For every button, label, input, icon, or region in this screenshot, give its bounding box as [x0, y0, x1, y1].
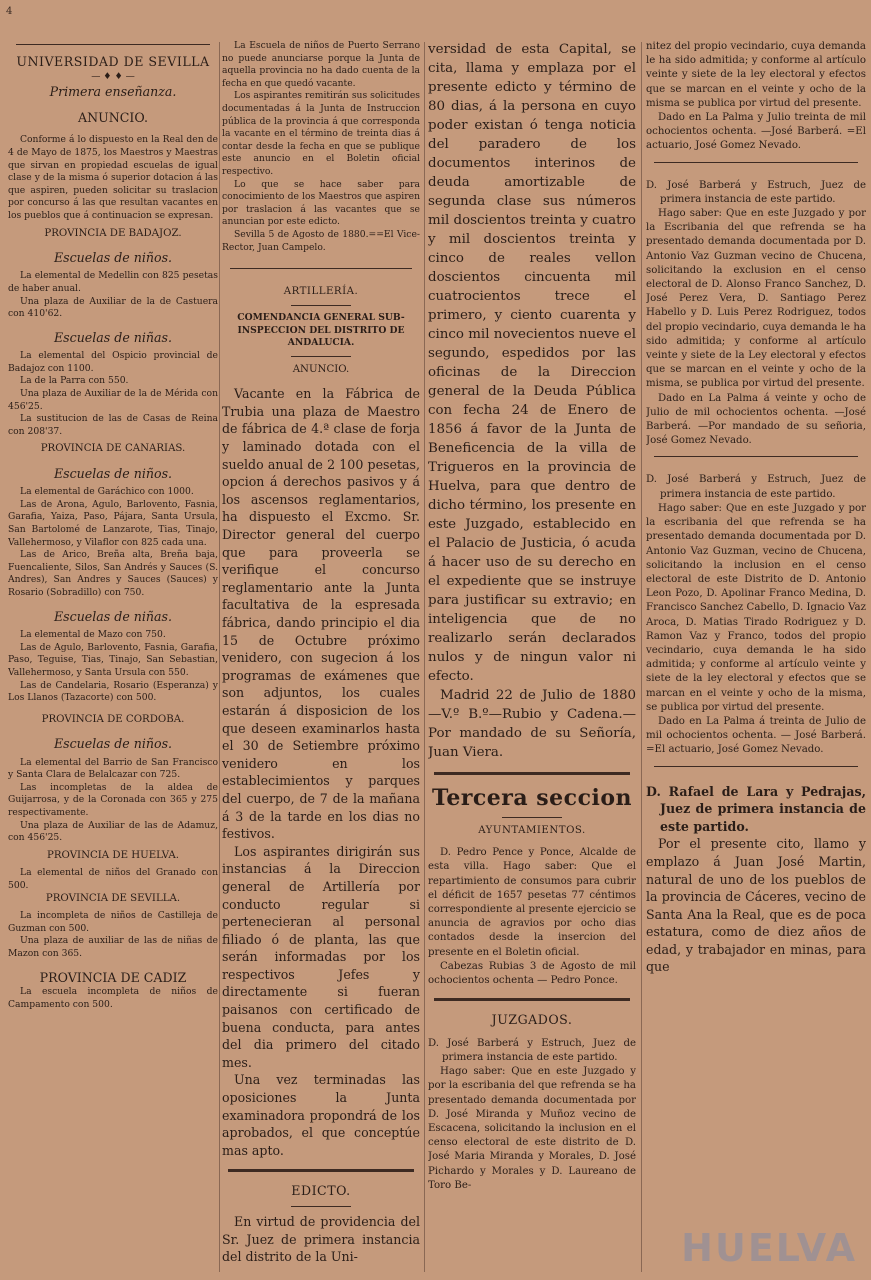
watermark-logo: HUELVA [681, 1226, 857, 1270]
list-item: Una plaza de Auxiliar de la de Mérida con 456'25. [8, 388, 218, 412]
rule [228, 1169, 414, 1172]
column-rule [641, 42, 642, 1272]
section-title: ARTILLERÍA. [283, 286, 359, 298]
list-item: La de la Parra con 550. [20, 375, 129, 387]
section-heading: Escuelas de niños. [53, 735, 173, 751]
edicto-title: EDICTO. [291, 1183, 351, 1199]
list-item: La sustitucion de las de Casas de Reina con 208'37. [8, 413, 218, 437]
paragraph: Los aspirantes remitirán sus solicitudes documentadas á la Junta de Instruccion pública de la provincia á que corresponda la vacante en el término de treinta dias á contar desde la fecha en que se publique este anuncio en el Boletin oficial respectivo. [222, 90, 420, 177]
university-header: UNIVERSIDAD DE SEVILLA [16, 54, 210, 69]
judge-heading: D. José Barberá y Estruch, Juez de primera instancia de este partido. [428, 1037, 636, 1064]
section-heading: Escuelas de niños. [53, 249, 173, 265]
rule [291, 356, 351, 357]
column-4 [646, 0, 866, 1280]
subhead: Primera enseñanza. [49, 84, 177, 100]
section-heading: Escuelas de niños. [53, 465, 173, 481]
list-item: La escuela incompleta de niños de Campamento con 500. [8, 986, 218, 1010]
subsection-title: COMENDANCIA GENERAL SUB-INSPECCION DEL DISTRITO DE ANDALUCIA. [237, 312, 405, 349]
rule [230, 268, 412, 269]
section-title: AYUNTAMIENTOS. [478, 825, 586, 836]
signature-line: Sevilla 5 de Agosto de 1880.==El Vice-Rector, Juan Campelo. [222, 228, 420, 253]
rule [654, 162, 858, 163]
paragraph: Por el presente cito, llamo y emplazo á Juan José Martin, natural de uno de los pueblos de la provincia de Cáceres, vecino de Santa Ana la Real, que es de poca estatura, como de diez años de edad, y trabajador en minas, para que [646, 836, 866, 975]
rule [16, 44, 210, 45]
province-heading: PROVINCIA DE HUELVA. [47, 849, 179, 861]
list-item: La elemental de Mazo con 750. [20, 629, 166, 641]
section-title: JUZGADOS. [491, 1012, 573, 1028]
list-item: Las de Candelaria, Rosario (Esperanza) y Los Llanos (Tazacorte) con 500. [8, 679, 218, 704]
list-item: Una plaza de auxiliar de las de niñas de Mazon con 365. [8, 935, 218, 960]
rule [434, 998, 630, 1001]
column-rule [219, 42, 220, 1272]
paragraph: Lo que se hace saber para conocimiento de los Maestros que aspiren por traslacion á las vacantes que se anuncian por este edicto. [222, 178, 420, 228]
paragraph: Hago saber: Que en este Juzgado y por la Escribania del que refrenda se ha presentado demanda documentada por D. Antonio Vaz Guzman vecino de Chucena, solicitando la exclusion en el censo electoral de D. Alonso Franco Sanchez, D. José Perez Vera, D. Santiago Perez Habello y D. Luis Perez Rodriguez, todos del propio vecindario, cuya demanda le ha sido admitida; y conforme al artículo veinte y siete de la Ley electoral y efectos que se marcan en el veinte y ocho de la misma, se publica por virtud del presente. [646, 208, 866, 390]
paragraph: Los aspirantes dirigirán sus instancias á la Direccion general de Artillería por conducto regular si pertenecieran al personal filiado ó de planta, las que serán informadas por los respectivos Jefes y directamente si fueran paisanos con certificado de buena conducta, para antes del dia primero del citado mes. [222, 843, 420, 1070]
list-item: La elemental de Garáchico con 1000. [20, 486, 194, 498]
rule [291, 1206, 351, 1207]
list-item: La elemental de Medellin con 825 pesetas de haber anual. [8, 270, 218, 294]
signature-line: Cabezas Rubias 3 de Agosto de mil ochocientos ochenta — Pedro Ponce. [428, 960, 636, 987]
province-heading: PROVINCIA DE SEVILLA. [45, 893, 181, 905]
header-ornament: — ♦ ♦ — [91, 70, 135, 82]
signature-line: Madrid 22 de Julio de 1880—V.º B.º—Rubio y Cadena.—Por mandado de su Señoría, Juan Viera. [428, 688, 636, 760]
list-item: Una plaza de Auxiliar de las de Adamuz, con 456'25. [8, 819, 218, 844]
list-item: La elemental del Ospicio provincial de Badajoz con 1100. [8, 350, 218, 374]
paragraph: versidad de esta Capital, se cita, llama y emplaza por el presente edicto y término de 80 dias, á la persona en cuyo poder existan ó tenga noticia del paradero de los documentos interinos de deuda amortizable de segunda clase sus números mil doscientos treinta y cuatro y mil doscientos treinta y cinco de reales vellon doscientos cincuenta mil cuatrocientos trece el primero, y ciento cuarenta y cinco mil novecientos nueve el segundo, espedidos por las oficinas de la Direccion general de la Deuda Pública con fecha 24 de Enero de 1856 á favor de la Junta de Beneficencia de la villa de Trigueros en la provincia de Huelva, para que dentro de dicho término, los presente en este Juzgado, establecido en el Palacio de Justicia, ó acuda á hacer uso de su derecho en el expediente que se instruye para justificar su extravio; en inteligencia que de no realizarlo serán declarados nulos y de ningun valor ni efecto. [428, 42, 636, 684]
column-1 [8, 0, 218, 1280]
paragraph: En virtud de providencia del Sr. Juez de primera instancia del distrito de la Uni- [222, 1214, 420, 1265]
column-3 [428, 0, 636, 1280]
list-item: Las de Arico, Breña alta, Breña baja, Fuencaliente, Silos, San Andrés y Sauces (S. Andres), San Andres y Sauces (Sauces) y Rosario (Sobradillo) con 750. [8, 549, 218, 598]
list-item: Las incompletas de la aldea de Guijarrosa, y de la Coronada con 365 y 275 respectivamente. [8, 781, 218, 818]
list-item: Una plaza de Auxiliar de la de Castuera con 410'62. [8, 295, 218, 320]
paragraph: Una vez terminadas las oposiciones la Junta examinadora propondrá de los aprobados, el que conceptúe mas apto. [222, 1072, 420, 1158]
rule [654, 456, 858, 457]
paragraph: Hago saber: Que en este Juzgado y por la escribania del que refrenda se ha presentado demanda documentada por D. José Miranda y Muñoz vecino de Escacena, solicitando la inclusion en el censo electoral de este distrito de D. José Maria Miranda y Morales, D. José Pichardo y Morales y D. Laureano de Toro Be- [428, 1066, 636, 1191]
section-heading: Escuelas de niñas. [53, 329, 173, 345]
judge-heading: D. José Barberá y Estruch, Juez de primera instancia de este partido. [646, 474, 866, 500]
anuncio-title: ANUNCIO. [292, 364, 350, 376]
rule [654, 766, 858, 767]
paragraph: D. Pedro Pence y Ponce, Alcalde de esta villa. Hago saber: Que el repartimiento de consumos para cubrir el déficit de 1657 pesetas 77 céntimos correspondiente al presente ejercicio se anuncia de agravios por ocho dias contados desde la insercion del presente en el Boletin oficial. [428, 847, 636, 958]
list-item: La incompleta de niños de Castilleja de Guzman con 500. [8, 910, 218, 934]
judge-heading: D. José Barberá y Estruch, Juez de primera instancia de este partido. [646, 179, 866, 205]
column-rule [424, 42, 425, 1272]
paragraph: Vacante en la Fábrica de Trubia una plaza de Maestro de fábrica de 4.ª clase de forja y laminado dotada con el sueldo anual de 2 100 pesetas, opcion á derechos pasivos y á los ascensos reglamentarios, ha dispuesto el Excmo. Sr. Director general del cuerpo que para proveerla se verifique el concurso reglamentario ante la Junta facultativa de la espresada fábrica, dando principio el dia 15 de Octubre próximo venidero, con sugecion á los programas de exámenes que son adjuntos, los cuales estarán á disposicion de los que deseen examinarlos hasta el 30 de Setiembre próximo venidero en los establecimientos y parques del cuerpo, de 7 de la mañana á 3 de la tarde en los dias no festivos. [222, 386, 420, 842]
section-heading: Escuelas de niñas. [53, 608, 173, 624]
anuncio-title: ANUNCIO. [78, 109, 148, 125]
list-item: Las de Agulo, Barlovento, Fasnia, Garafia, Paso, Teguise, Tias, Tinajo, San Sebastian, Vallehermoso, y Santa Ursula con 550. [8, 641, 218, 678]
signature-line: Dado en La Palma á veinte y ocho de Julio de mil ochocientos ochenta. —José Barberá. —Por mandado de su señoria, José Gomez Nevado. [646, 392, 866, 447]
rule [291, 305, 351, 306]
paragraph: nitez del propio vecindario, cuya demanda le ha sido admitida; y conforme al artículo veinte y siete de la ley electoral y efectos que se marcan en el veinte y ocho de la misma se publica por virtud del presente. [646, 41, 866, 109]
list-item: La elemental de niños del Granado con 500. [8, 866, 218, 891]
paragraph: Hago saber: Que en este Juzgado y por la escribania del que refrenda se ha presentado demanda documentada por D. Antonio Vaz Guzman, vecino de Chucena, solicitando la inclusion en el censo electoral de este Distrito de D. Antonio Leon Pozo, D. Apolinar Franco Medina, D. Francisco Sanchez Cabello, D. Ignacio Vaz Aroca, D. Matias Tirado Rodriguez y D. Ramon Vaz y Franco, todos del propio vecindario, cuya demanda le ha sido admitida; y conforme al artículo veinte y siete de la ley electoral y efectos que se marcan en el veinte y ocho de la misma, se publica por virtud del presente. [646, 502, 866, 713]
tercera-seccion-title: Tercera seccion [431, 785, 633, 811]
list-item: Las de Arona, Agulo, Barlovento, Fasnia, Garafia, Yaiza, Paso, Pájara, Santa Ursula, San Bartolomé de Lanzarote, Tias, Tinajo, Vallehermoso, y Vilaflor con 825 cada una. [8, 498, 218, 548]
province-heading: PROVINCIA DE BADAJOZ. [44, 227, 182, 239]
signature-line: Dado en La Palma y Julio treinta de mil ochocientos ochenta. —José Barberá. =El actuario, José Gomez Nevado. [646, 112, 866, 152]
rule [502, 817, 562, 818]
page-marker: 4 [6, 6, 13, 17]
list-item: La elemental del Barrio de San Francisco y Santa Clara de Belalcazar con 725. [8, 756, 218, 781]
province-heading: PROVINCIA DE CORDOBA. [41, 713, 185, 725]
column-2 [222, 0, 420, 1280]
judge-heading: D. Rafael de Lara y Pedrajas, Juez de primera instancia de este partido. [646, 783, 866, 834]
signature-line: Dado en La Palma á treinta de Julio de mil ochocientos ochenta. — José Barberá. =El actuario, José Gomez Nevado. [646, 715, 866, 756]
paragraph: La Escuela de niños de Puerto Serrano no puede anunciarse porque la Junta de aquella provincia no ha dado cuenta de la fecha en que quedó vacante. [222, 40, 420, 89]
province-heading: PROVINCIA DE CANARIAS. [40, 443, 186, 455]
intro-text: Conforme á lo dispuesto en la Real den de 4 de Mayo de 1875, los Maestros y Maestras que sirvan en propiedad escuelas de igual clase y de la misma ó superior dotacion á las que aspiren, pueden solicitar su traslacion por concurso á las que resultan vacantes en los pueblos que á continuacion se expresan. [8, 134, 218, 221]
province-heading: PROVINCIA DE CADIZ [39, 969, 187, 985]
rule [434, 772, 630, 775]
